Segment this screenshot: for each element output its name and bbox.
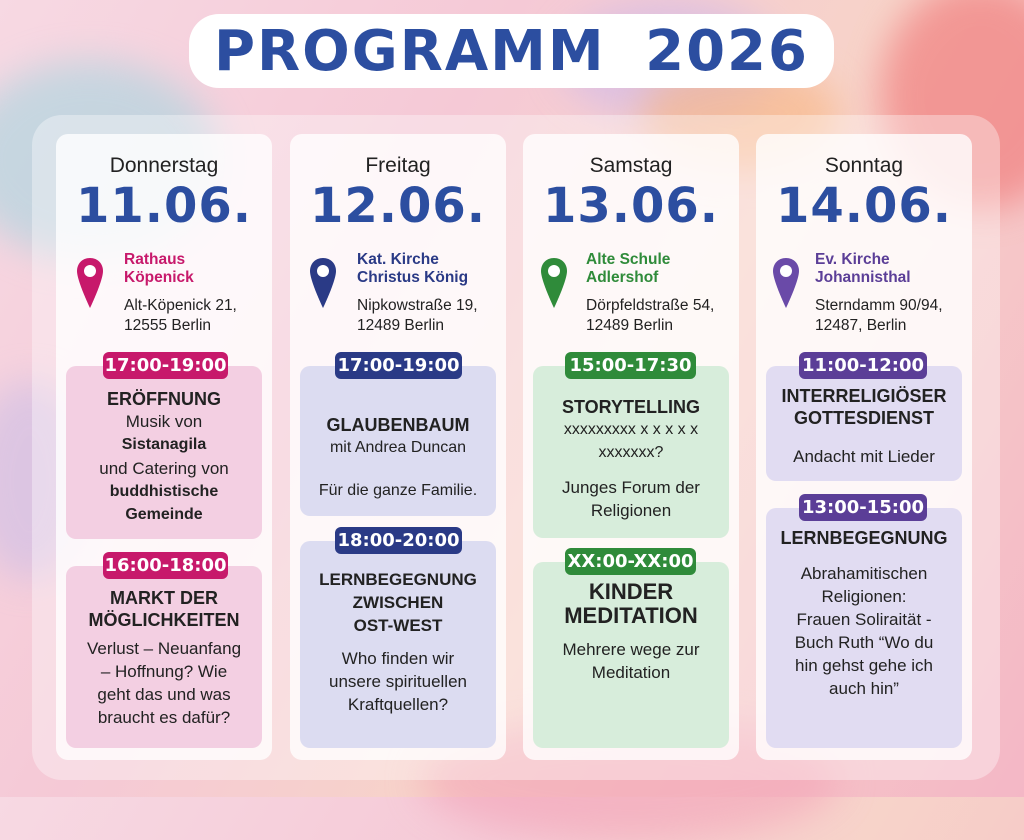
date-label: 12.06. (309, 178, 487, 234)
venue-address: Alt-Köpenick 21, 12555 Berlin (124, 297, 237, 334)
date-label: 14.06. (775, 178, 953, 234)
weekday-label: Donnerstag (109, 154, 219, 177)
event-title: ERÖFFNUNG (107, 389, 221, 409)
event-card[interactable]: MARKT DER MÖGLICHKEITEN Verlust – Neuanfang – Hoffnung? Wie geht das und was braucht es dafür? (66, 566, 262, 748)
weekday-label: Freitag (365, 154, 431, 177)
location-pin-icon (75, 256, 105, 310)
time-badge: 16:00-18:00 (103, 552, 228, 579)
time-badge: XX:00-XX:00 (565, 548, 696, 575)
venue-address: Dörpfeldstraße 54, 12489 Berlin (586, 297, 715, 334)
event-card[interactable]: GLAUBENBAUM mit Andrea Duncan Für die ganze Familie. (300, 366, 496, 516)
event-title: LERNBEGEGNUNG (780, 528, 948, 548)
venue-address: Sterndamm 90/94, 12487, Berlin (815, 297, 943, 334)
time-badge: 15:00-17:30 (565, 352, 696, 379)
event-title: GLAUBENBAUM (326, 415, 470, 435)
date-label: 11.06. (75, 178, 253, 234)
time-badge: 17:00-19:00 (335, 352, 462, 379)
time-badge: 11:00-12:00 (799, 352, 927, 379)
time-badge: 13:00-15:00 (799, 494, 927, 521)
venue-name: Kat. Kirche Christus König (357, 251, 469, 286)
venue-name: Ev. Kirche Johannisthal (815, 251, 911, 286)
weekday-label: Samstag (589, 154, 673, 177)
event-title: KINDER MEDITATION (564, 579, 698, 628)
event-title: INTERRELIGIÖSER GOTTESDIENST (781, 386, 947, 428)
venue-address: Nipkowstraße 19, 12489 Berlin (357, 297, 478, 334)
event-card[interactable]: LERNBEGEGNUNG ZWISCHEN OST-WEST Who finden wir unsere spirituellen Kraftquellen? (300, 541, 496, 748)
venue-name: Rathaus Köpenick (124, 251, 194, 286)
location-pin-icon (771, 256, 801, 310)
event-title: MARKT DER MÖGLICHKEITEN (88, 588, 240, 630)
time-badge: 17:00-19:00 (103, 352, 228, 379)
event-card[interactable]: ERÖFFNUNG Musik von Sistanagila und Catering von buddhistische Gemeinde (66, 366, 262, 539)
event-title: STORYTELLING (561, 397, 700, 417)
event-card[interactable]: STORYTELLING xxxxxxxxx x x x x x xxxxxxx? Junges Forum der Religionen (533, 366, 729, 538)
time-badge: 18:00-20:00 (335, 527, 462, 554)
title-banner (189, 14, 834, 88)
event-card[interactable]: INTERRELIGIÖSER GOTTESDIENST Andacht mit Lieder (766, 366, 962, 481)
venue-name: Alte Schule Adlershof (586, 251, 671, 286)
location-pin-icon (308, 256, 338, 310)
location-pin-icon (539, 256, 569, 310)
weekday-label: Sonntag (824, 154, 904, 177)
event-card[interactable]: LERNBEGEGNUNG Abrahamitischen Religionen: Frauen Soliraität - Buch Ruth “Wo du hin gehst gehe ich auch hin” (766, 508, 962, 748)
date-label: 13.06. (542, 178, 720, 234)
event-card[interactable]: KINDER MEDITATION Mehrere wege zur Meditation (533, 562, 729, 748)
event-title: LERNBEGEGNUNG ZWISCHEN OST-WEST (319, 570, 477, 635)
page-title: PROGRAMM 2026 (213, 18, 809, 84)
